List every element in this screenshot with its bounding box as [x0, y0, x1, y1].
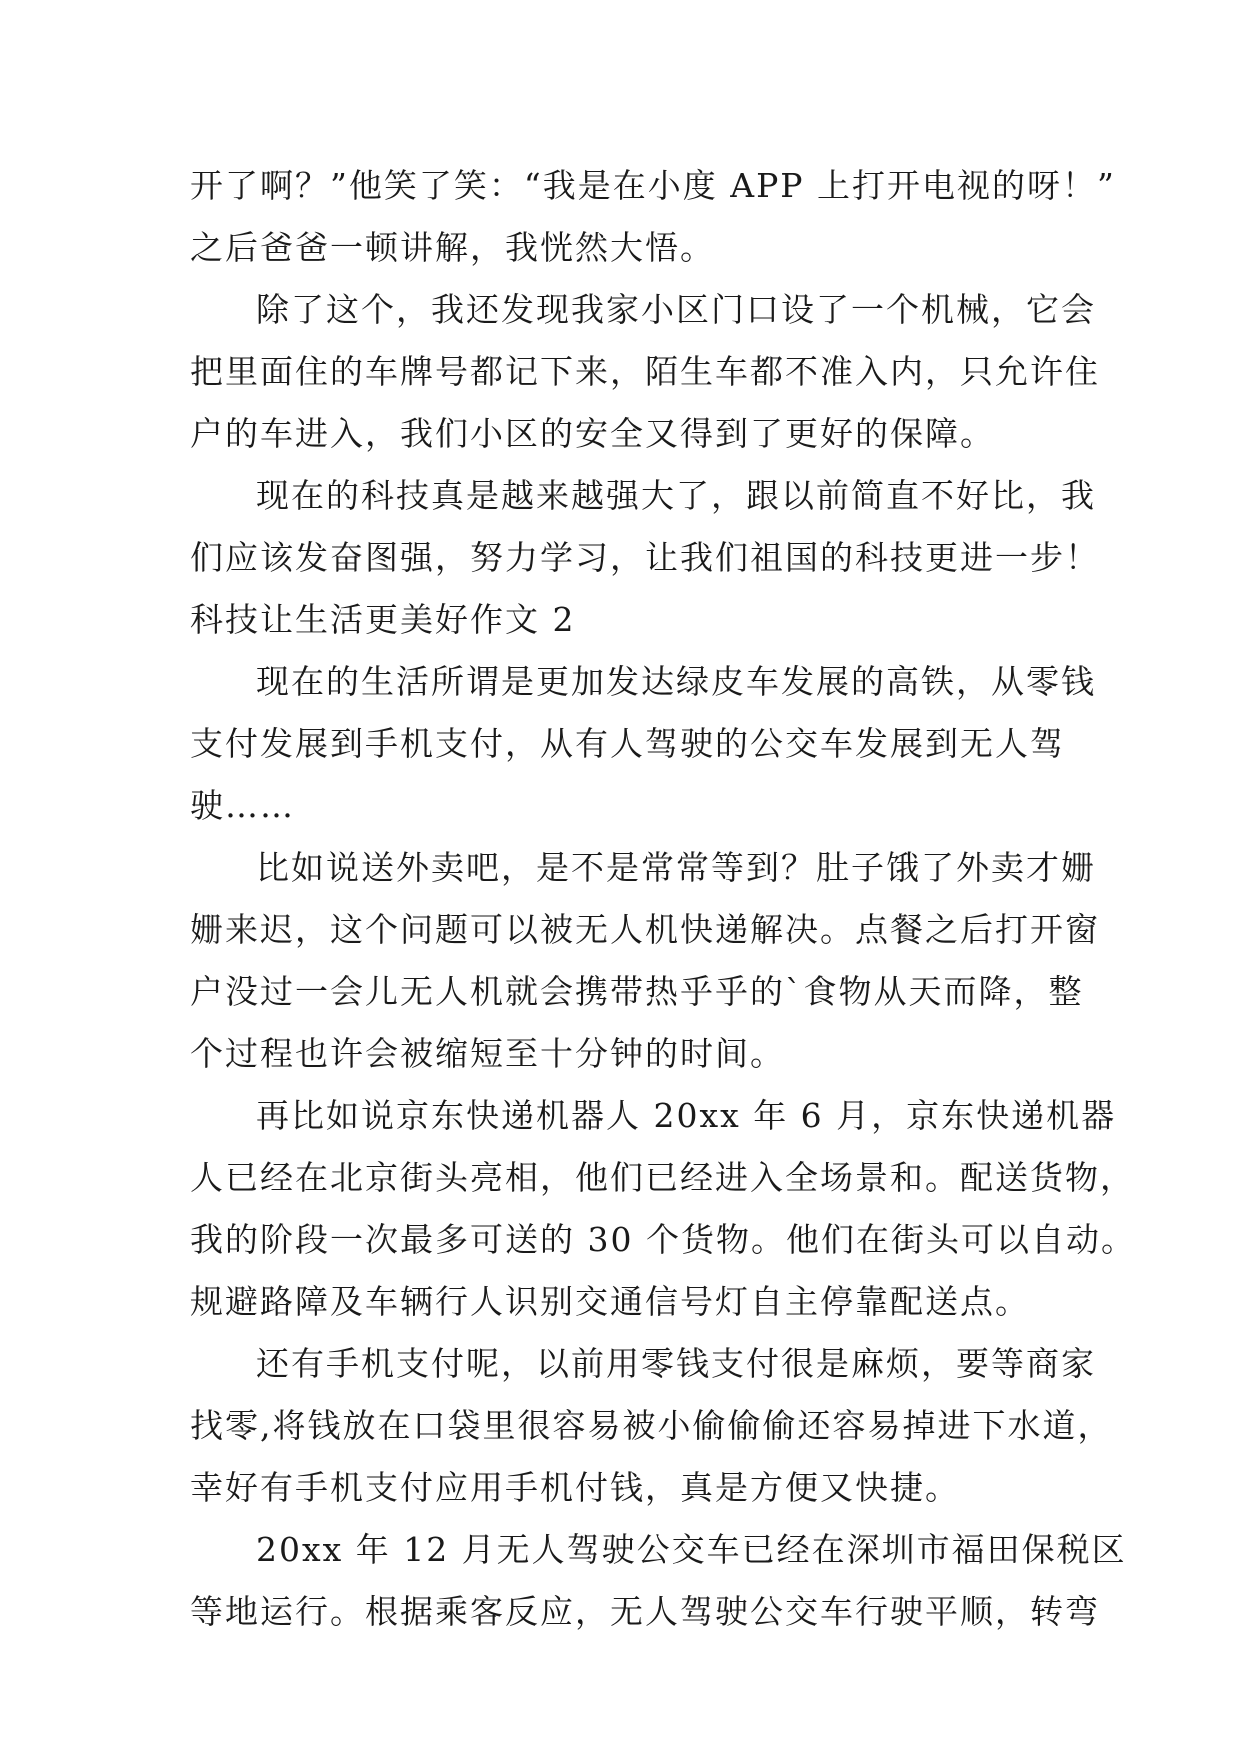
document-body — [190, 155, 1136, 1643]
paragraph-first-line: 再比如说京东快递机器人 20xx 年 6 月，京东快递机器 — [256, 1096, 1117, 1135]
text-line: 个过程也许会被缩短至十分钟的时间。 — [190, 1034, 785, 1073]
text-line: 我的阶段一次最多可送的 30 个货物。他们在街头可以自动。 — [190, 1220, 1136, 1259]
paragraph-first-line: 现在的生活所谓是更加发达绿皮车发展的高铁，从零钱 — [256, 662, 1096, 701]
text-line: 规避路障及车辆行人识别交通信号灯自主停靠配送点。 — [190, 1282, 1030, 1321]
text-line: 姗来迟，这个问题可以被无人机快递解决。点餐之后打开窗 — [190, 910, 1100, 949]
text-line: 找零,将钱放在口袋里很容易被小偷偷偷还容易掉进下水道， — [190, 1406, 1113, 1445]
text-line: 们应该发奋图强，努力学习，让我们祖国的科技更进一步！ — [190, 538, 1100, 577]
text-line: 幸好有手机支付应用手机付钱，真是方便又快捷。 — [190, 1468, 960, 1507]
text-line: 驶…… — [190, 786, 295, 825]
paragraph-first-line: 现在的科技真是越来越强大了，跟以前简直不好比，我 — [256, 476, 1096, 515]
paragraph-first-line: 还有手机支付呢，以前用零钱支付很是麻烦，要等商家 — [256, 1344, 1096, 1383]
paragraph-first-line: 20xx 年 12 月无人驾驶公交车已经在深圳市福田保税区 — [256, 1530, 1127, 1569]
text-line: 户没过一会儿无人机就会携带热乎乎的`食物从天而降，整 — [190, 972, 1084, 1011]
text-line: 等地运行。根据乘客反应，无人驾驶公交车行驶平顺，转弯 — [190, 1592, 1100, 1631]
text-line: 户的车进入，我们小区的安全又得到了更好的保障。 — [190, 414, 995, 453]
paragraph-first-line: 比如说送外卖吧，是不是常常等到？肚子饿了外卖才姗 — [256, 848, 1096, 887]
text-line: 支付发展到手机支付，从有人驾驶的公交车发展到无人驾 — [190, 724, 1065, 763]
text-line: 人已经在北京街头亮相，他们已经进入全场景和。配送货物， — [190, 1158, 1135, 1197]
text-line: 开了啊？”他笑了笑：“我是在小度 APP 上打开电视的呀！” — [190, 166, 1116, 205]
text-line: 把里面住的车牌号都记下来，陌生车都不准入内，只允许住 — [190, 352, 1100, 391]
paragraph-first-line: 除了这个，我还发现我家小区门口设了一个机械，它会 — [256, 290, 1096, 329]
text-line: 之后爸爸一顿讲解，我恍然大悟。 — [190, 228, 715, 267]
text-line: 科技让生活更美好作文 2 — [190, 600, 576, 639]
